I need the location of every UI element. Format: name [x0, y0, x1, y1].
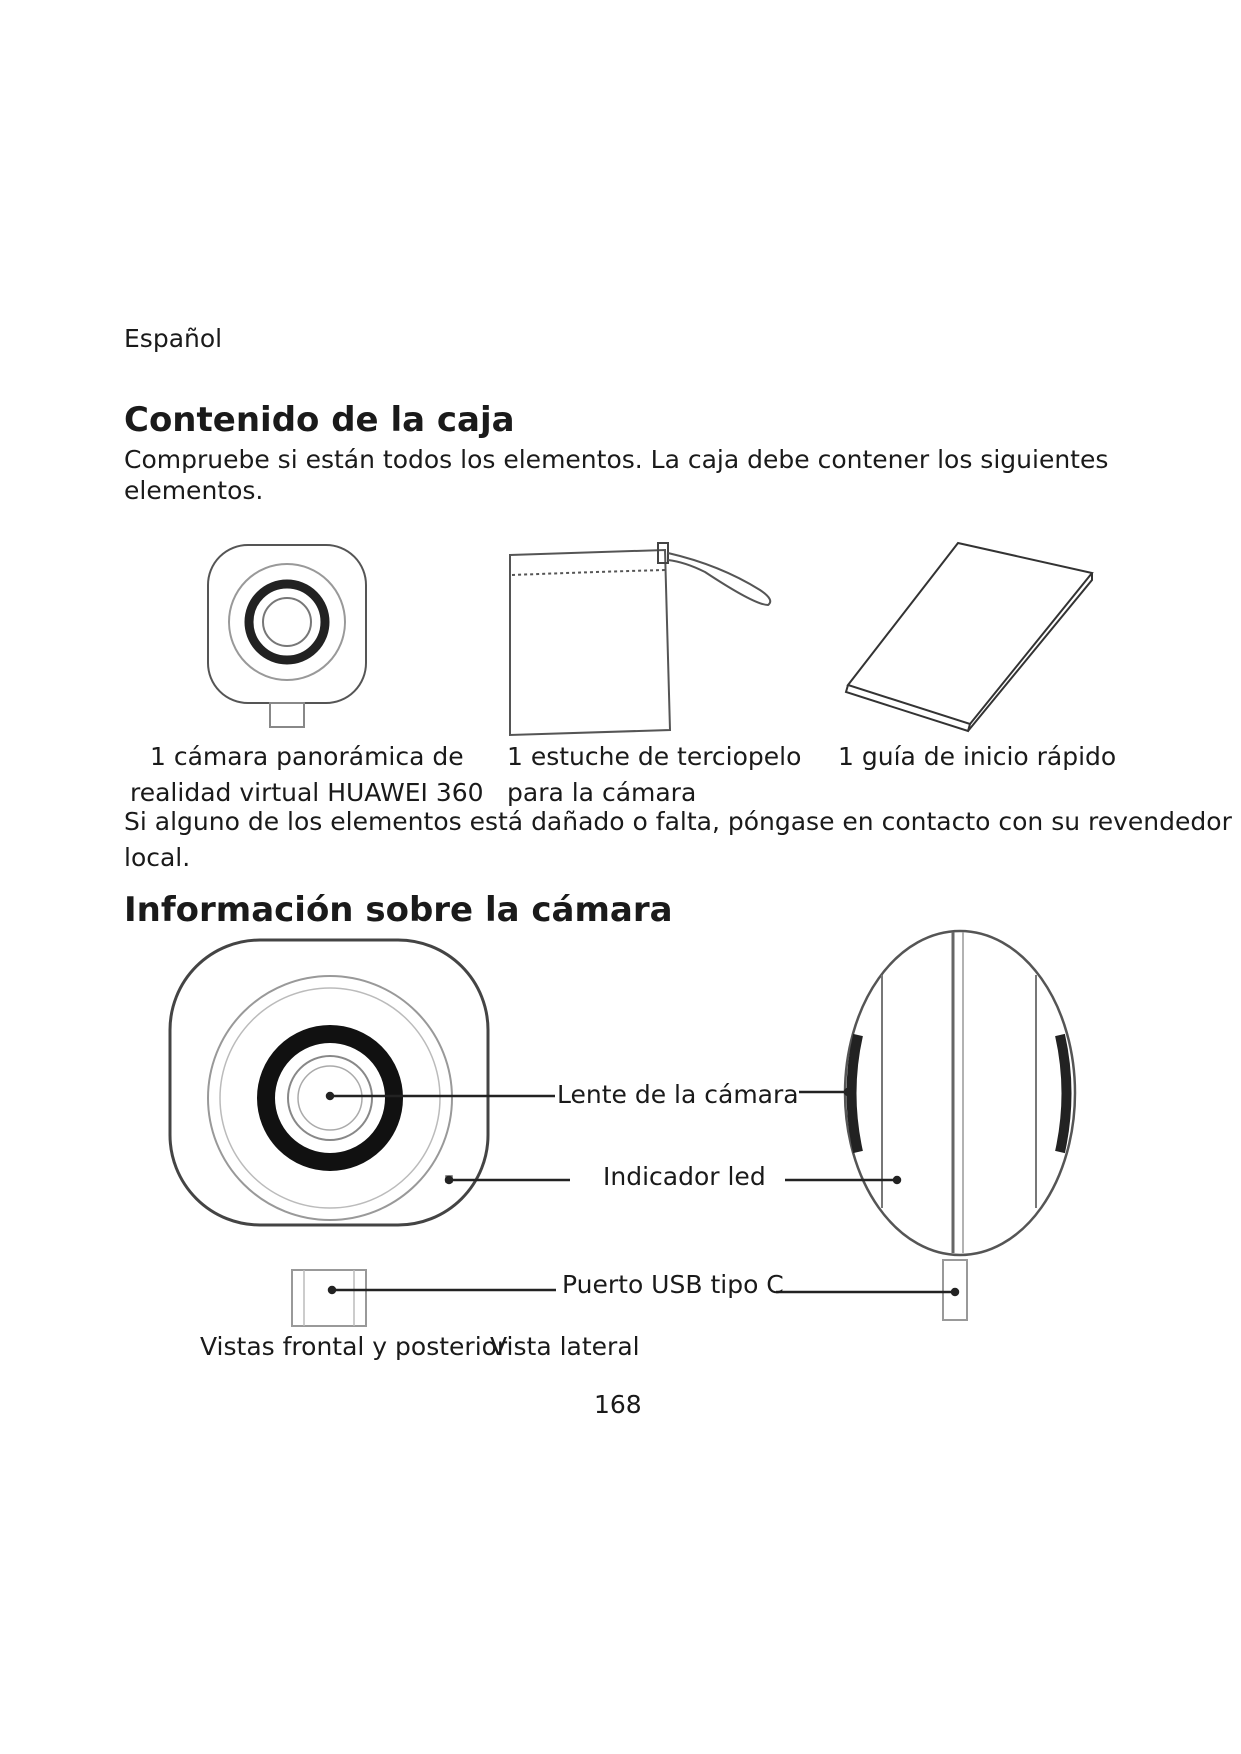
page-number: 168: [594, 1390, 642, 1419]
intro-text-line-1: Compruebe si están todos los elementos. La caja debe contener los siguientes: [124, 445, 1109, 474]
section-title-box-contents: Contenido de la caja: [124, 400, 515, 440]
item-camera-caption-line-2: realidad virtual HUAWEI 360: [130, 778, 484, 807]
caption-side-view: Vista lateral: [490, 1332, 640, 1361]
label-camera-lens: Lente de la cámara: [557, 1080, 799, 1109]
section-title-camera-info: Información sobre la cámara: [124, 890, 673, 930]
damage-note-line-2: local.: [124, 843, 191, 872]
language-label: Español: [124, 324, 223, 353]
camera-side-view-image: [845, 931, 1075, 1320]
label-usb-port: Puerto USB tipo C: [562, 1270, 784, 1299]
intro-text-line-2: elementos.: [124, 476, 264, 505]
callout-lines: [327, 1089, 958, 1295]
item-pouch-caption-line-2: para la cámara: [507, 778, 697, 807]
damage-note-line-1: Si alguno de los elementos está dañado o falta, póngase en contacto con su revendedor: [124, 807, 1232, 836]
item-pouch-caption-line-1: 1 estuche de terciopelo: [507, 742, 802, 771]
item-camera-caption-line-1: 1 cámara panorámica de: [150, 742, 464, 771]
caption-front-back-views: Vistas frontal y posterior: [200, 1332, 508, 1361]
quick-start-guide-image: [846, 543, 1092, 731]
velvet-pouch-image: [510, 543, 770, 735]
label-led-indicator: Indicador led: [603, 1162, 766, 1191]
item-guide-caption: 1 guía de inicio rápido: [838, 742, 1117, 771]
camera-front-view-image: [170, 940, 488, 1326]
camera-thumbnail-image: [208, 545, 366, 727]
